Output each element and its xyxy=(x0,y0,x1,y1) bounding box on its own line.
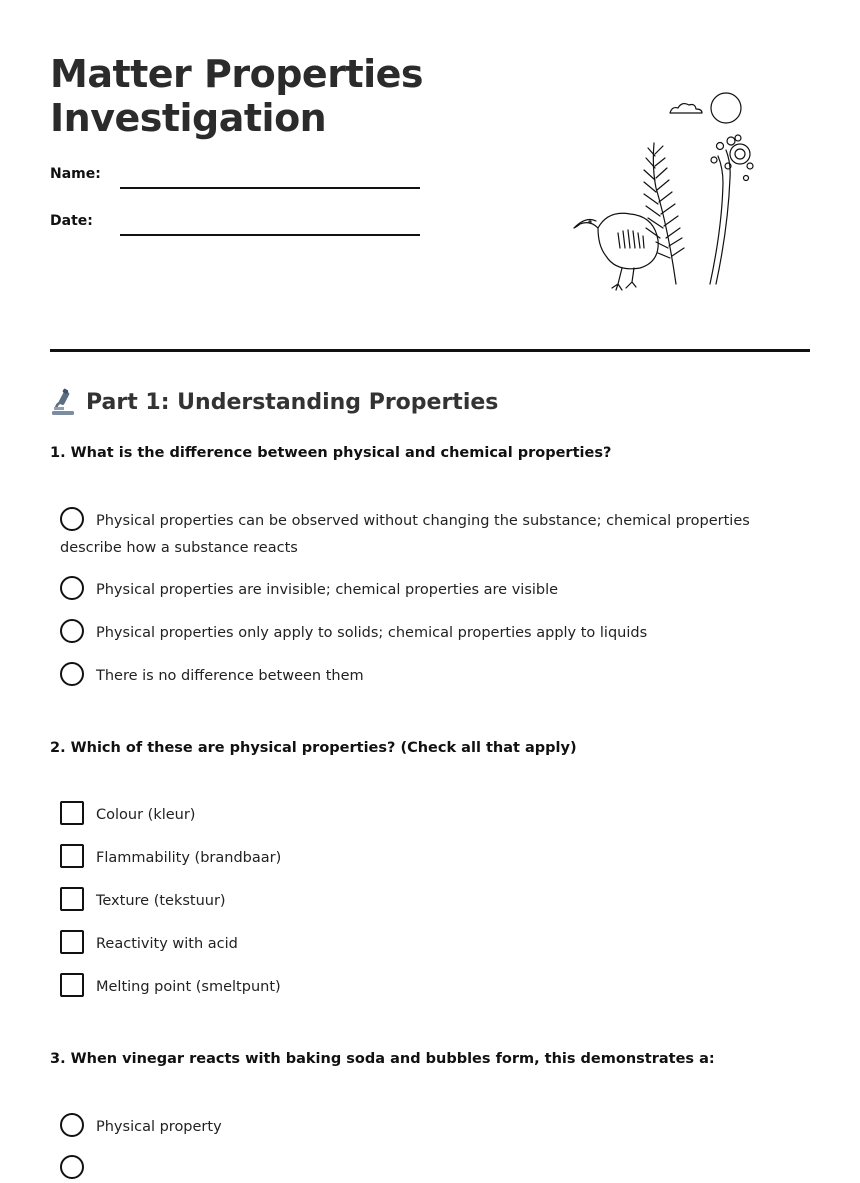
kiwi-illustration xyxy=(568,88,788,298)
option-label: Physical property xyxy=(96,1119,222,1135)
name-label: Name: xyxy=(50,166,101,182)
q2-option-3[interactable] xyxy=(60,888,800,915)
kiwi-bird-icon xyxy=(574,213,658,290)
q1-option-2[interactable] xyxy=(60,577,800,604)
radio-button[interactable] xyxy=(60,507,84,531)
q2-option-1[interactable] xyxy=(60,802,800,829)
checkbox[interactable] xyxy=(60,844,84,868)
cloud-icon xyxy=(670,104,702,113)
radio-button[interactable] xyxy=(60,1113,84,1137)
option-label: Colour (kleur) xyxy=(96,807,196,823)
sun-icon xyxy=(711,93,741,123)
q3-option-1[interactable] xyxy=(60,1114,800,1141)
option-label: There is no difference between them xyxy=(96,668,364,684)
radio-button[interactable] xyxy=(60,576,84,600)
question-2: 2. Which of these are physical properties? (Check all that apply) xyxy=(50,740,577,756)
q3-option-2[interactable] xyxy=(60,1156,800,1183)
page-title xyxy=(50,52,423,140)
q2-option-4[interactable] xyxy=(60,931,800,958)
date-field[interactable] xyxy=(120,234,420,236)
option-label: Physical properties can be observed without changing the substance; chemical properties describe how a substance reacts xyxy=(60,513,750,556)
section-divider xyxy=(50,349,810,352)
microscope-icon xyxy=(50,388,76,416)
date-label: Date: xyxy=(50,213,93,229)
question-3: 3. When vinegar reacts with baking soda and bubbles form, this demonstrates a: xyxy=(50,1051,715,1067)
flower-icon xyxy=(711,135,753,181)
checkbox[interactable] xyxy=(60,887,84,911)
q2-option-2[interactable] xyxy=(60,845,800,872)
option-label: Reactivity with acid xyxy=(96,936,238,952)
section-title-text: Part 1: Understanding Properties xyxy=(86,389,499,415)
radio-button[interactable] xyxy=(60,619,84,643)
q1-option-4[interactable] xyxy=(60,663,800,690)
name-field[interactable] xyxy=(120,187,420,189)
q2-option-5[interactable] xyxy=(60,974,800,1001)
title-line-1: Matter Properties xyxy=(50,52,424,96)
radio-button[interactable] xyxy=(60,662,84,686)
option-label: Melting point (smeltpunt) xyxy=(96,979,281,995)
option-label: Texture (tekstuur) xyxy=(96,893,226,909)
section-title xyxy=(50,388,498,416)
option-label: Flammability (brandbaar) xyxy=(96,850,282,866)
checkbox[interactable] xyxy=(60,930,84,954)
radio-button[interactable] xyxy=(60,1155,84,1179)
checkbox[interactable] xyxy=(60,973,84,997)
q1-option-1[interactable] xyxy=(60,508,800,562)
checkbox[interactable] xyxy=(60,801,84,825)
option-label: Physical properties are invisible; chemical properties are visible xyxy=(96,582,559,598)
question-1: 1. What is the difference between physical and chemical properties? xyxy=(50,445,612,461)
q1-option-3[interactable] xyxy=(60,620,800,647)
title-line-2: Investigation xyxy=(50,96,327,140)
option-label: Physical properties only apply to solids; chemical properties apply to liquids xyxy=(96,625,648,641)
